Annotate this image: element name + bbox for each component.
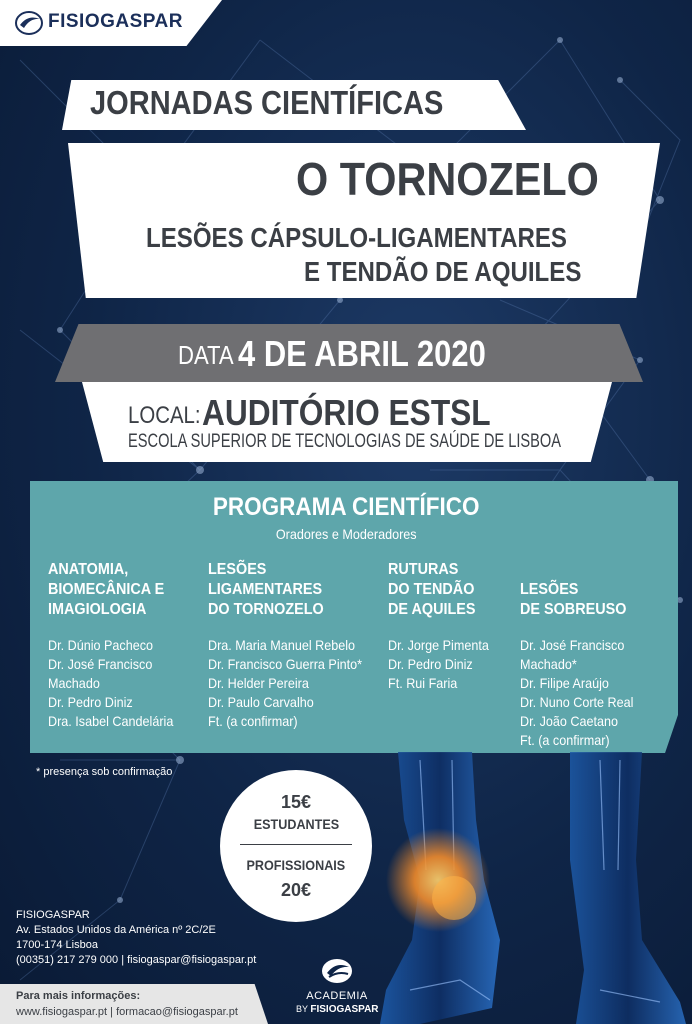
speaker: Machado* bbox=[520, 656, 577, 672]
speaker: Dr. José Francisco bbox=[520, 637, 625, 653]
programme-subtitle: Oradores e Moderadores bbox=[275, 526, 417, 542]
speaker-list bbox=[388, 636, 500, 693]
address-line: FISIOGASPAR bbox=[16, 909, 90, 921]
academia-name: ACADEMIA bbox=[306, 990, 368, 1002]
programme-title: PROGRAMA CIENTÍFICO bbox=[212, 493, 480, 521]
speaker: Ft. (a confirmar) bbox=[208, 713, 298, 729]
column-heading: LESÕES LIGAMENTARES DO TORNOZELO bbox=[208, 561, 324, 618]
date-value: 4 DE ABRIL 2020 bbox=[238, 333, 486, 374]
location-label: LOCAL: bbox=[128, 402, 201, 429]
programme-footnote: * presença sob confirmação bbox=[36, 766, 173, 778]
student-label: ESTUDANTES bbox=[253, 816, 339, 832]
column-heading: ANATOMIA, BIOMECÂNICA E IMAGIOLOGIA bbox=[48, 561, 165, 618]
speaker: Dr. Francisco Guerra Pinto* bbox=[208, 656, 363, 672]
student-price: 15€ bbox=[280, 792, 312, 812]
programme-column-anatomy bbox=[48, 560, 187, 731]
speaker: Dr. Paulo Carvalho bbox=[208, 694, 314, 710]
speaker-list bbox=[208, 636, 379, 731]
speaker: Dr. José Francisco bbox=[48, 656, 153, 672]
speaker: Machado bbox=[48, 675, 100, 691]
column-heading: RUTURAS DO TENDÃO DE AQUILES bbox=[388, 561, 476, 618]
column-heading: LESÕES DE SOBREUSO bbox=[520, 581, 627, 618]
foot-xray-illustration bbox=[380, 740, 692, 1024]
professional-label: PROFISSIONAIS bbox=[246, 857, 346, 873]
programme-column-ligament bbox=[208, 560, 379, 731]
speaker: Ft. (a confirmar) bbox=[520, 732, 610, 748]
speaker: Dr. Nuno Corte Real bbox=[520, 694, 634, 710]
speaker: Dra. Maria Manuel Rebelo bbox=[208, 637, 356, 653]
address-block bbox=[16, 908, 256, 968]
programme-column-overuse bbox=[520, 560, 646, 750]
speaker: Dr. Dúnio Pacheco bbox=[48, 637, 154, 653]
speaker: Dr. Jorge Pimenta bbox=[388, 637, 489, 653]
speaker: Dr. Pedro Diniz bbox=[48, 694, 133, 710]
event-subtitle-line1: LESÕES CÁPSULO-LIGAMENTARES bbox=[146, 222, 567, 253]
date-label: DATA bbox=[178, 340, 234, 370]
price-divider bbox=[240, 844, 352, 845]
location-name: AUDITÓRIO ESTSL bbox=[202, 392, 491, 433]
professional-price: 20€ bbox=[280, 880, 312, 900]
event-subtitle-line2: E TENDÃO DE AQUILES bbox=[304, 256, 582, 287]
speaker-list bbox=[48, 636, 187, 731]
address-line: Av. Estados Unidos da América nº 2C/2E bbox=[16, 924, 216, 936]
fisiogaspar-logo-icon bbox=[14, 10, 44, 36]
speaker: Dr. Pedro Diniz bbox=[388, 656, 473, 672]
academia-by-line: BY FISIOGASPAR bbox=[296, 1004, 379, 1015]
speaker: Dr. Filipe Araújo bbox=[520, 675, 609, 691]
location-detail: ESCOLA SUPERIOR DE TECNOLOGIAS DE SAÚDE DE LISBOA bbox=[128, 431, 562, 452]
speaker: Ft. Rui Faria bbox=[388, 675, 458, 691]
contact-label: Para mais informações: bbox=[16, 990, 141, 1002]
speaker-list bbox=[520, 636, 646, 750]
event-title: O TORNOZELO bbox=[296, 153, 599, 205]
academia-logo-icon bbox=[320, 957, 354, 985]
programme-column-achilles bbox=[388, 560, 500, 693]
event-series: JORNADAS CIENTÍFICAS bbox=[90, 84, 444, 121]
speaker: Dr. João Caetano bbox=[520, 713, 619, 729]
address-line: 1700-174 Lisboa bbox=[16, 939, 98, 951]
address-line: (00351) 217 279 000 | fisiogaspar@fisiogaspar.pt bbox=[16, 954, 257, 966]
speaker: Dra. Isabel Candelária bbox=[48, 713, 174, 729]
brand-name: FISIOGASPAR bbox=[48, 11, 183, 32]
contact-links[interactable]: www.fisiogaspar.pt | formacao@fisiogaspar.pt bbox=[16, 1006, 238, 1018]
speaker: Dr. Helder Pereira bbox=[208, 675, 309, 691]
